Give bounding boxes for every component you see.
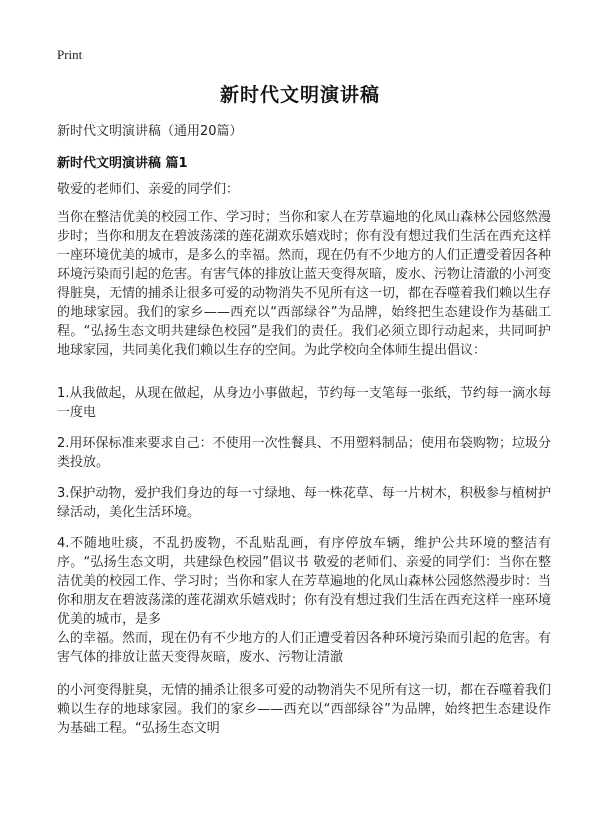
- proposal-item-1: 1.从我做起，从现在做起，从身边小事做起，节约每一支笔每一张纸，节约每一滴水每一度电: [57, 386, 551, 420]
- continuation-paragraph-1: 么的幸福。然而，现在仍有不少地方的人们正遭受着因各种环境污染而引起的危害。有害气体的排放让蓝天变得灰暗，废水、污物让清澈: [57, 631, 552, 665]
- continuation-paragraph-2: 的小河变得脏臭，无情的捕杀让很多可爱的动物消失不见所有这一切，都在吞噬着我们赖以生存的地球家园。我们的家乡——西充以“西部绿谷”为品牌，始终把生态建设作为基础工程。“弘扬生态文明: [57, 683, 552, 736]
- section-heading: 新时代文明演讲稿 篇1: [57, 156, 188, 171]
- proposal-item-3: 3.保护动物，爱护我们身边的每一寸绿地、每一株花草、每一片树木，积极参与植树护绿活动，美化生活环境。: [57, 486, 551, 520]
- document-subtitle: 新时代文明演讲稿（通用20篇）: [57, 124, 243, 139]
- page-title: 新时代文明演讲稿: [219, 84, 380, 106]
- proposal-item-2: 2.用环保标准来要求自己：不使用一次性餐具、不用塑料制品；使用布袋购物；垃圾分类投放。: [57, 436, 551, 470]
- greeting-paragraph: 敬爱的老师们、亲爱的同学们：: [57, 182, 240, 197]
- proposal-item-4: 4.不随地吐痰，不乱扔废物，不乱贴乱画，有序停放车辆，维护公共环境的整洁有序。“弘扬生态文明，共建绿色校园”倡议书 敬爱的老师们、亲爱的同学们：当你在整洁优美的校园工作、学习时；当你和家人在芳草遍地的化凤山森林公园悠然漫步时：当你和朋友在碧波荡漾的莲花湖欢乐嬉戏时；你有没有想过我们生活在西充这样一座环境优美的城市，是多: [57, 536, 552, 627]
- main-paragraph: 当你在整洁优美的校园工作、学习时；当你和家人在芳草遍地的化凤山森林公园悠然漫步时；当你和朋友在碧波荡漾的莲花湖欢乐嬉戏时；你有没有想过我们生活在西充这样一座环境优美的城市，是多么的幸福。然而，现在仍有不少地方的人们正遭受着因各种环境污染而引起的危害。有害气体的排放让蓝天变得灰暗，废水、污物让清澈的小河变得脏臭，无情的捕杀让很多可爱的动物消失不见所有这一切，都在吞噬着我们赖以生存的地球家园。我们的家乡——西充以“西部绿谷”为品牌，始终把生态建设作为基础工程。“弘扬生态文明共建绿色校园”是我们的责任。我们必须立即行动起来，共同呵护地球家园，共同美化我们赖以生存的空间。为此学校向全体师生提出倡议：: [57, 210, 552, 358]
- print-link[interactable]: Print: [57, 47, 83, 62]
